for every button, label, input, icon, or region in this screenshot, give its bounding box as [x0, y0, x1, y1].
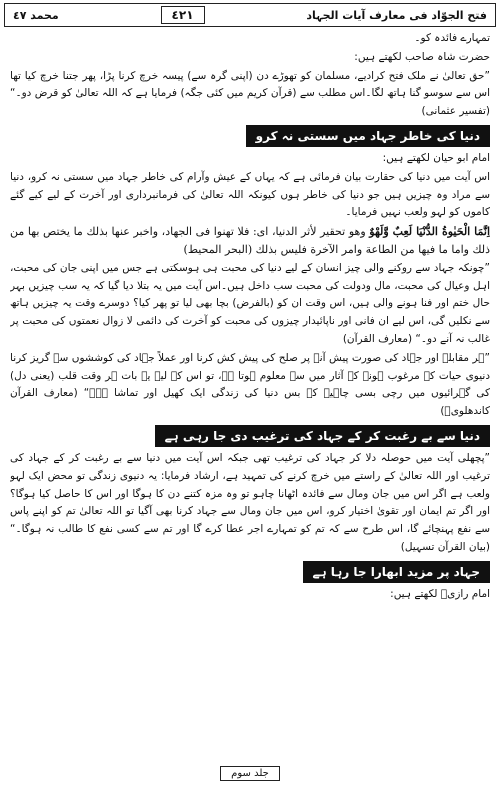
- paragraph-love-of-world: ”چونکہ جہاد سے روکنے والی چیز انسان کے لیے دنیا کی محبت ہی ہوسکتی ہے جس میں اپنی جان کی محبت، اہل وعیال کی محبت، مال ودولت کی محبت سب داخل ہیں۔اس آیت میں یہ بتلا دیا گیا کہ یہ سب چیزیں بہر حال ختم اور فنا ہونے والی ہیں، اس وقت ان کو (بالفرض) بچا بھی لیا تو پھر کیا؟ دوسرے وقت یہ چیزیں ہاتھ سے نکلیں گی، اس لیے ان فانی اور ناپائیدار چیزوں کی محبت کو آخرت کی دائمی لا زوال نعمتوں کی محبت پر غالب نہ آنے دو۔“ (معارف القرآن): [10, 261, 490, 345]
- citation-label-shah-sahib: حضرت شاہ صاحب لکھتے ہیں:: [354, 50, 490, 63]
- page-footer: [0, 761, 500, 781]
- main-text: [10, 30, 490, 761]
- section-heading-further-encouragement: جہاد پر مزید ابھارا جا رہا ہے: [303, 561, 490, 583]
- paragraph-incentive-jihad: ”پچھلی آیت میں حوصلہ دلا کر جہاد کی ترغیب تھی جبکہ اس آیت میں دنیا سے بے رغبت کر کے جہاد کی ترغیب اور اللہ تعالیٰ کے راستے میں خرچ کرنے کی تمہید ہے، ارشاد فرمایا: یہ دنیوی زندگی تو محض ایک لہو ولعب ہے اگر اس میں جان ومال سے فائدہ اٹھانا چاہو تو وہ مزہ کتنے دن کا ہوگا اور اس کا حاصل کیا ہوگا؟ اور اگر تم ایمان اور تقویٰ اختیار کرو، اس میں جان ومال سے جہاد کرنا بھی آگیا تو اللہ تعالیٰ تم کو اپنے پاس سے نفع پہنچائے گا، اس طرح سے کہ تم کو تمہارے اجر عطا کرے گا اور تم سے کسی نفع کا طالب نہ ہوگا۔“ (بیان القرآن تسہیل): [10, 451, 490, 553]
- paragraph-quote-shah-sahib: ”حق تعالیٰ نے ملک فتح کرادیے، مسلمان کو تھوڑے دن (اپنی گرہ سے) پیسہ خرچ کرنا پڑا، پھر جتنا خرچ کیا تھا اس سے سوسو گنا ہاتھ لگا۔اس مطلب سے (قرآن کریم میں کئی جگہ) فرمایا ہے کہ اللہ تعالیٰ کو قرض دو۔“ (تفسیر عثمانی): [10, 69, 490, 118]
- chapter-reference: محمد ٤٧: [13, 8, 59, 22]
- quran-ayah: اِنَّمَا الْحَيٰوةُ الدُّنْيَا لَعِبٌ وَّلَهْوٌ: [369, 225, 490, 239]
- volume-label: جلد سوم: [220, 766, 280, 781]
- citation-label-abu-hayyan: امام ابو حیان لکھتے ہیں:: [382, 151, 490, 164]
- paragraph-worldly-life-play: ”ہر مقابلہ اور جہاد کی صورت پیش آنے پر صلح کی پیش کش کرنا اور عملاً جہاد کی کوششوں سے گریز کرنا دنیوی حیات کے مرغوب ہونے کے آثار میں سے معلوم ہوتا ہے، تو اس کے لیے یہ بات ہر وقت قلب (یعنی دل) کی گہرائیوں میں رچی بسی چاہیے کہ بس دنیا کی زندگی ایک کھیل اور تماشا ہے۔“ (معارف القرآن کاندھلویؒ): [10, 351, 490, 418]
- book-title: فتح الجوّاد فی معارف آیات الجہاد: [306, 8, 487, 22]
- section-heading-detachment: دنیا سے بے رغبت کر کے جہاد کی ترغیب دی جا رہی ہے: [155, 425, 490, 447]
- paragraph-dunya-explained: اس آیت میں دنیا کی حقارت بیان فرمائی ہے کہ یہاں کے عیش وآرام کی خاطر جہاد میں سستی نہ کرو، دنیا سے مراد وہ چیزیں ہیں جو دنیا کی خاطر ہوں کیونکہ اللہ تعالیٰ کی فرمانبرداری اور آخرت کے لیے کیے گئے کاموں کو لہو ولعب نہیں فرمایا۔: [10, 170, 490, 219]
- section-heading-dont-slack: دنیا کی خاطر جہاد میں سستی نہ کرو: [246, 125, 490, 147]
- page-number: ٤٢١: [161, 6, 205, 24]
- arabic-commentary: وهو تحقير لأثر الدنيا، اى: فلا تهنوا فى الجهاد، واخبر عنها بذلك ما يختص بها من ذلك واما ما فيها من الطاعة وامر الآخرة فليس بذلك (البحر المحيط): [10, 225, 490, 256]
- paragraph-opening: تمہارے فائدہ کو۔: [414, 32, 490, 44]
- citation-label-razi: امام رازیؒ لکھتے ہیں:: [390, 587, 490, 600]
- page-header: [4, 3, 496, 27]
- arabic-quote: [10, 223, 490, 259]
